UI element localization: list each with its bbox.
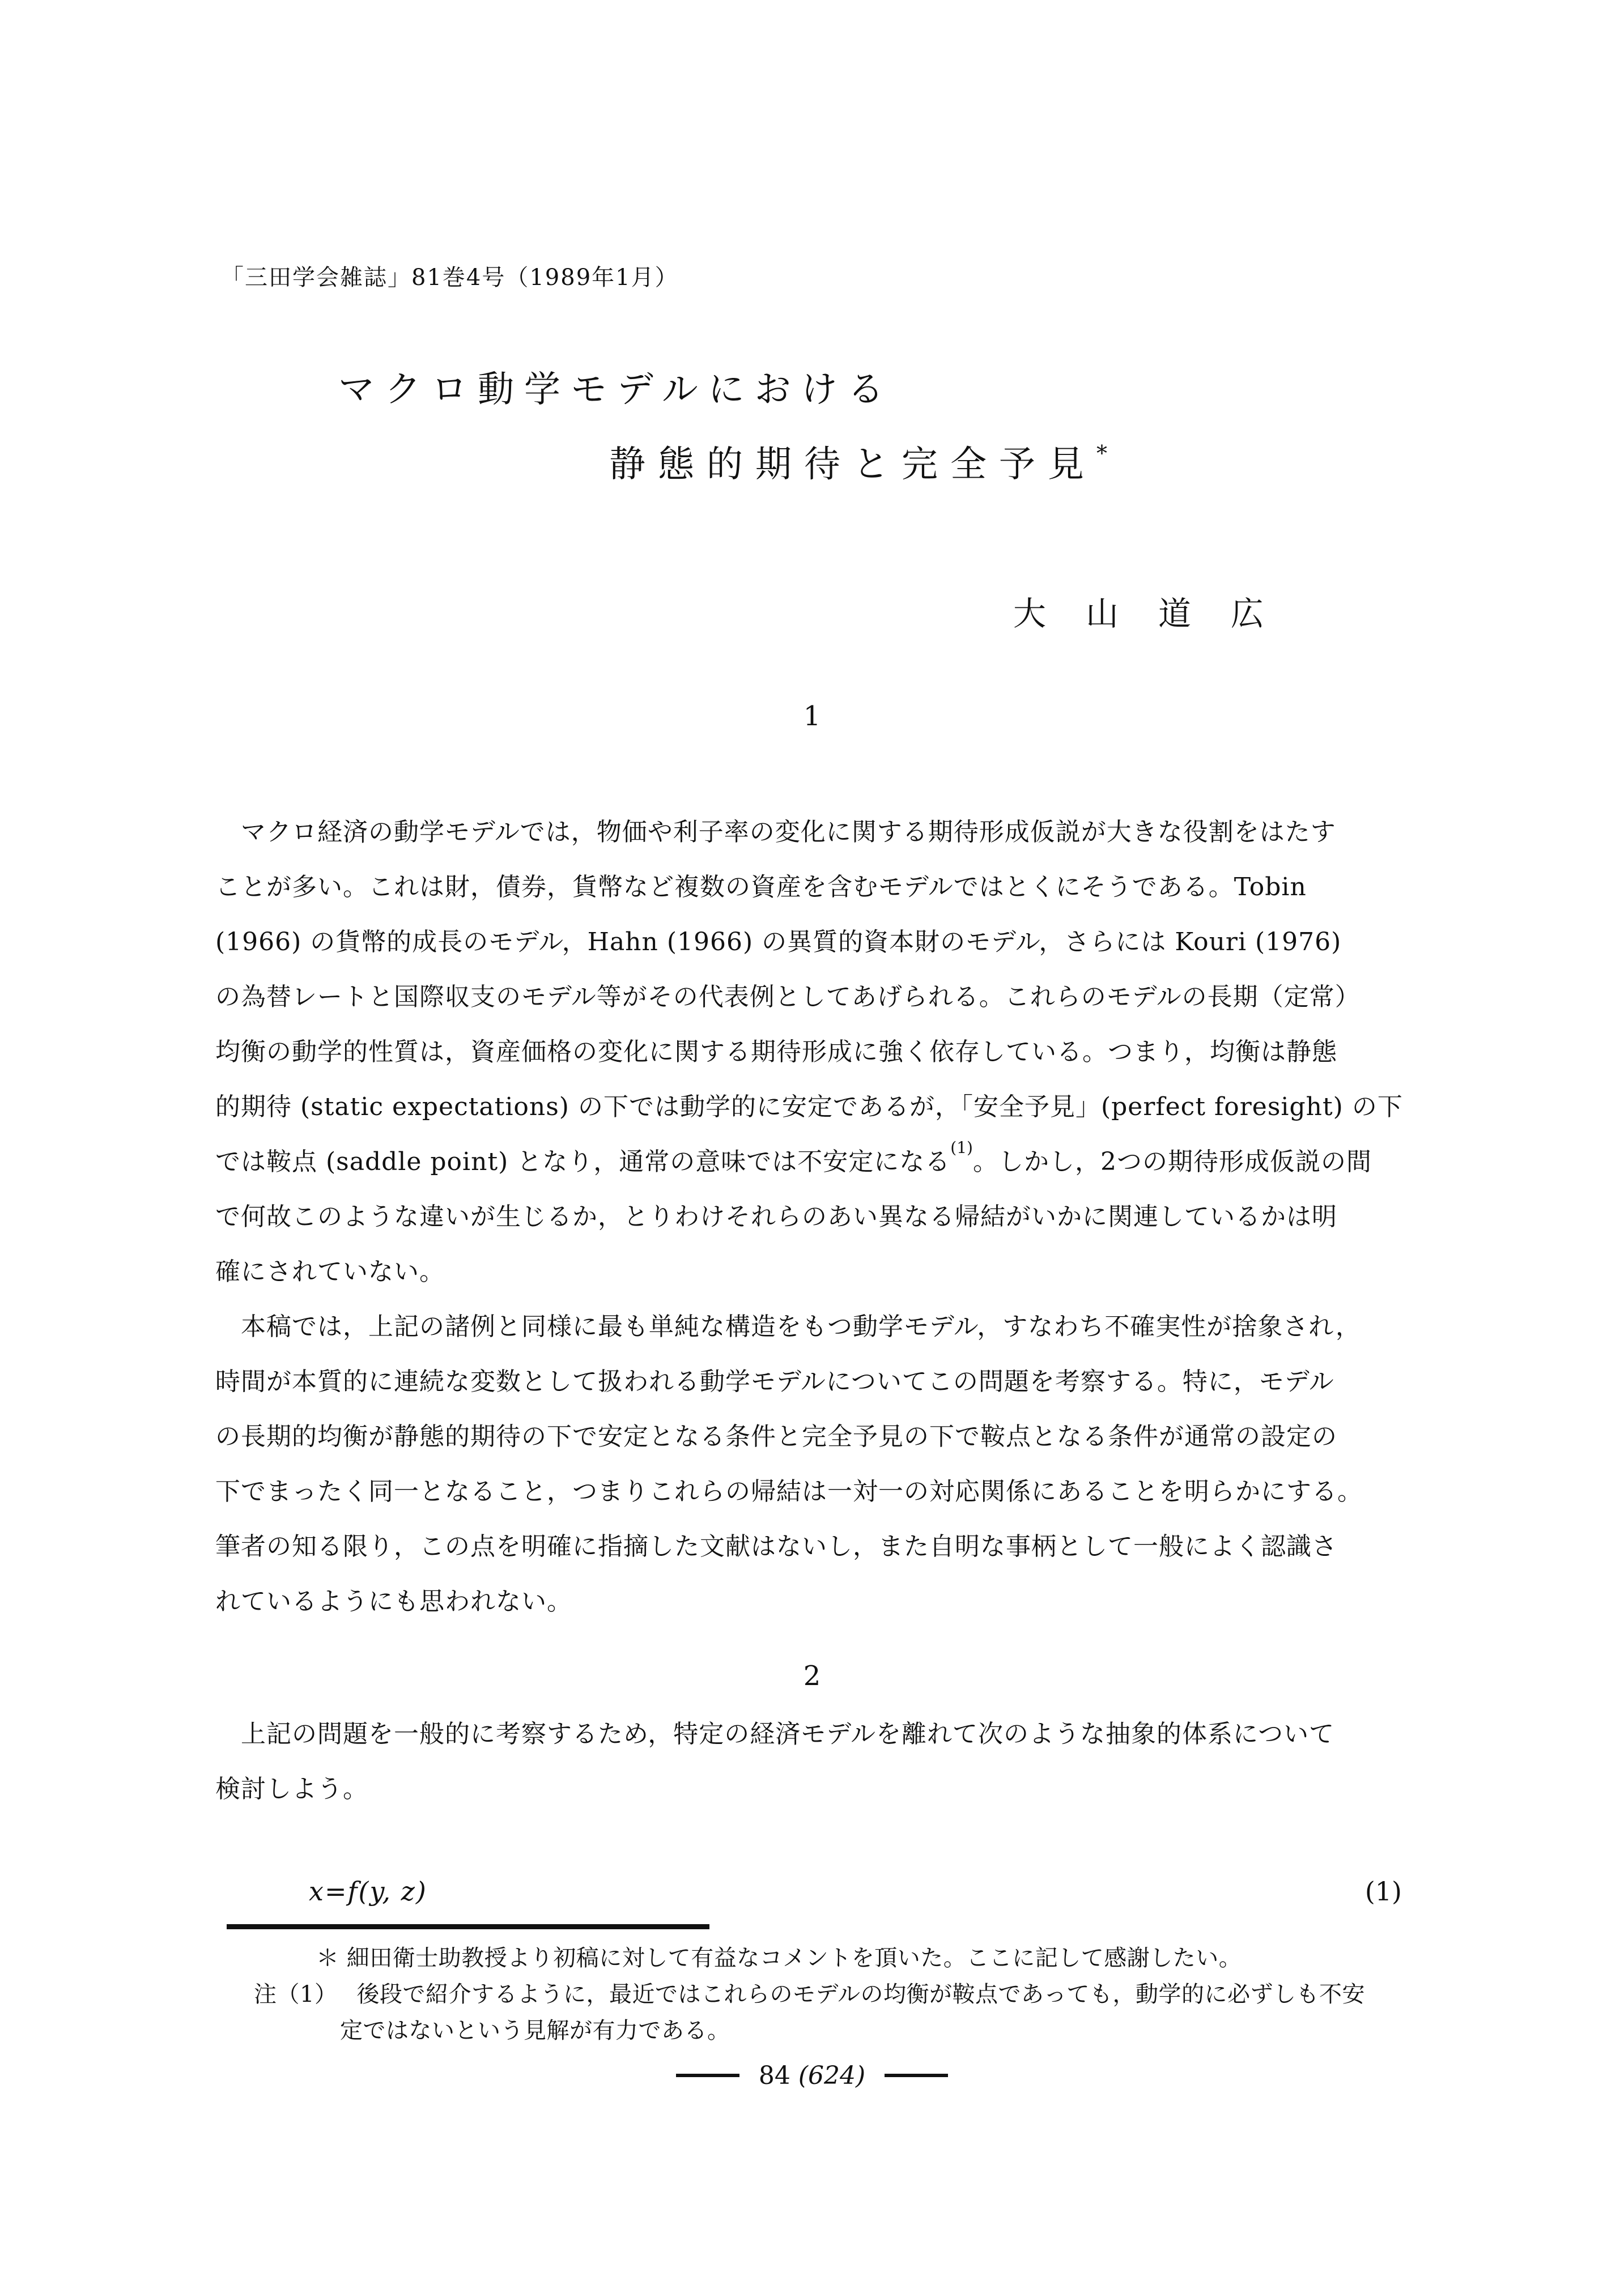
body-line-with-footnote-ref <box>215 1134 1412 1189</box>
body-line: の為替レートと国際収支のモデル等がその代表例としてあげられる。これらのモデルの長期（定常） <box>215 982 1361 1011</box>
body-line-segment: 。しかし，2つの期待形成仮説の間 <box>972 1147 1372 1176</box>
body-line: 下でまったく同一となること，つまりこれらの帰結は一対一の対応関係にあることを明らかにする。 <box>215 1477 1363 1506</box>
article-title-line2 <box>609 435 1107 487</box>
continuous-page-number: (624) <box>798 2061 866 2090</box>
section-1-heading: 1 <box>803 700 821 732</box>
journal-citation-line: 「三田学会雑誌」81巻4号（1989年1月） <box>221 265 679 291</box>
footnote-1-label: 注（1） <box>254 1981 338 2007</box>
body-line-segment: では鞍点 (saddle point) となり，通常の意味では不安定になる <box>215 1147 951 1176</box>
section-2-text-block <box>215 1707 1412 1816</box>
body-line: マクロ経済の動学モデルでは，物価や利子率の変化に関する期待形成仮説が大きな役割をはたす <box>215 818 1336 846</box>
title-footnote-asterisk: * <box>1096 441 1107 466</box>
author-name: 大 山 道 広 <box>1013 594 1268 633</box>
main-text-block <box>215 805 1412 1629</box>
body-line: 的期待 (static expectations) の下では動学的に安定であるが，「安全予見」(perfect foresight) の下 <box>215 1092 1403 1121</box>
body-line: で何故このような違いが生じるか，とりわけそれらのあい異なる帰結がいかに関連しているかは明 <box>215 1202 1337 1231</box>
body-line: (1966) の貨幣的成長のモデル，Hahn (1966) の異質的資本財のモデル，さらには Kouri (1976) <box>215 928 1342 956</box>
equation-1-number: (1) <box>1364 1876 1402 1907</box>
body-line: 上記の問題を一般的に考察するため，特定の経済モデルを離れて次のような抽象的体系について <box>215 1720 1335 1749</box>
footnote-1-reference: (1) <box>950 1138 973 1157</box>
body-line: 筆者の知る限り，この点を明確に指摘した文献はないし，また自明な事柄として一般によく認識さ <box>215 1532 1337 1561</box>
article-title-line1: マクロ動学モデルにおける <box>338 369 894 411</box>
body-line: 均衡の動学的性質は，資産価格の変化に関する期待形成に強く依存している。つまり，均衡は静態 <box>215 1037 1337 1066</box>
body-line: の長期的均衡が静態的期待の下で安定となる条件と完全予見の下で鞍点となる条件が通常の設定の <box>215 1422 1337 1451</box>
footnote-star: ＊ 細田衛士助教授より初稿に対して有益なコメントを頂いた。ここに記して感謝したい。 <box>316 1945 1242 1971</box>
body-line: 検討しよう。 <box>215 1775 368 1803</box>
body-line: 時間が本質的に連続な変数として扱われる動学モデルについてこの問題を考察する。特に，モデル <box>215 1367 1334 1396</box>
body-line: 確にされていない。 <box>215 1257 445 1286</box>
page-number: 84 <box>758 2061 790 2090</box>
body-line: れているようにも思われない。 <box>215 1587 572 1616</box>
body-line: 本稿では，上記の諸例と同様に最も単純な構造をもつ動学モデル，すなわち不確実性が捨象され， <box>215 1312 1361 1341</box>
page-footer <box>0 2061 1624 2090</box>
equation-1-expression: x=f(y, z) <box>309 1876 427 1907</box>
footnote-separator-rule <box>227 1924 709 1929</box>
footnote-1-text-line2: 定ではないという見解が有力である。 <box>340 2018 730 2044</box>
section-2-heading: 2 <box>803 1660 821 1692</box>
footer-dash-right <box>885 2074 948 2077</box>
footnote-1 <box>254 1979 1365 2010</box>
equation-1-row <box>215 1869 1412 1914</box>
footer-dash-left <box>676 2074 739 2077</box>
body-line: ことが多い。これは財，債券，貨幣など複数の資産を含むモデルではとくにそうである。Tobin <box>215 873 1307 901</box>
footnote-1-text-line1: 後段で紹介するように，最近ではこれらのモデルの均衡が鞍点であっても，動学的に必ずしも不安 <box>356 1981 1366 2007</box>
article-title-line2-text: 静態的期待と完全予見 <box>609 444 1096 486</box>
